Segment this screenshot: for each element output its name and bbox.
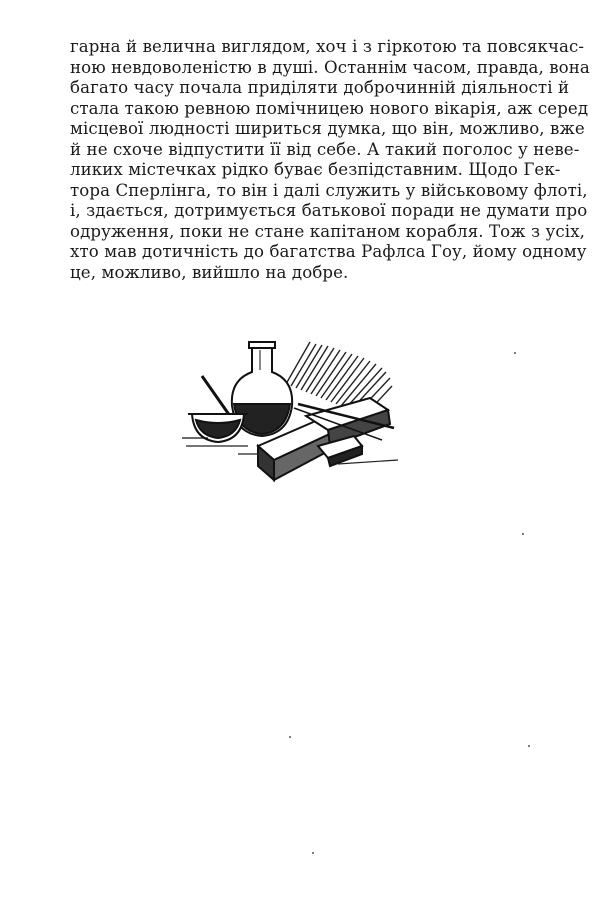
text-line: стала такою ревною помічницею нового вікарія, аж серед — [70, 98, 589, 118]
text-line: гарна й велична виглядом, хоч і з гіркотою та повсякчас- — [70, 37, 585, 56]
alchemy-vignette-illustration — [178, 336, 422, 484]
text-line: ликих містечках рідко буває безпідставним. Щодо Гек- — [70, 160, 561, 179]
print-speck — [522, 533, 524, 535]
text-line: багато часу почала приділяти доброчинній діяльності й — [70, 78, 570, 97]
text-line: це, можливо, вийшло на добре. — [70, 262, 349, 282]
text-line: одруження, поки не стане капітаном корабля. Тож з усіх, — [70, 221, 586, 241]
text-line: хто мав дотичність до багатства Рафлса Гоу, йому одному — [70, 242, 587, 261]
print-speck — [528, 745, 530, 747]
text-line: і, здається, дотримується батькової поради не думати про — [70, 201, 588, 220]
body-paragraph — [70, 37, 590, 283]
print-speck — [312, 852, 314, 854]
print-speck — [514, 352, 516, 354]
print-speck — [289, 736, 291, 738]
text-line: місцевої людності шириться думка, що він, можливо, вже — [70, 119, 585, 138]
text-line: ною невдоволеністю в душі. Останнім часом, правда, вона — [70, 57, 590, 77]
text-line: й не схоче відпустити її від себе. А такий поголос у неве- — [70, 139, 580, 159]
text-line: тора Сперлінга, то він і далі служить у військовому флоті, — [70, 180, 588, 200]
